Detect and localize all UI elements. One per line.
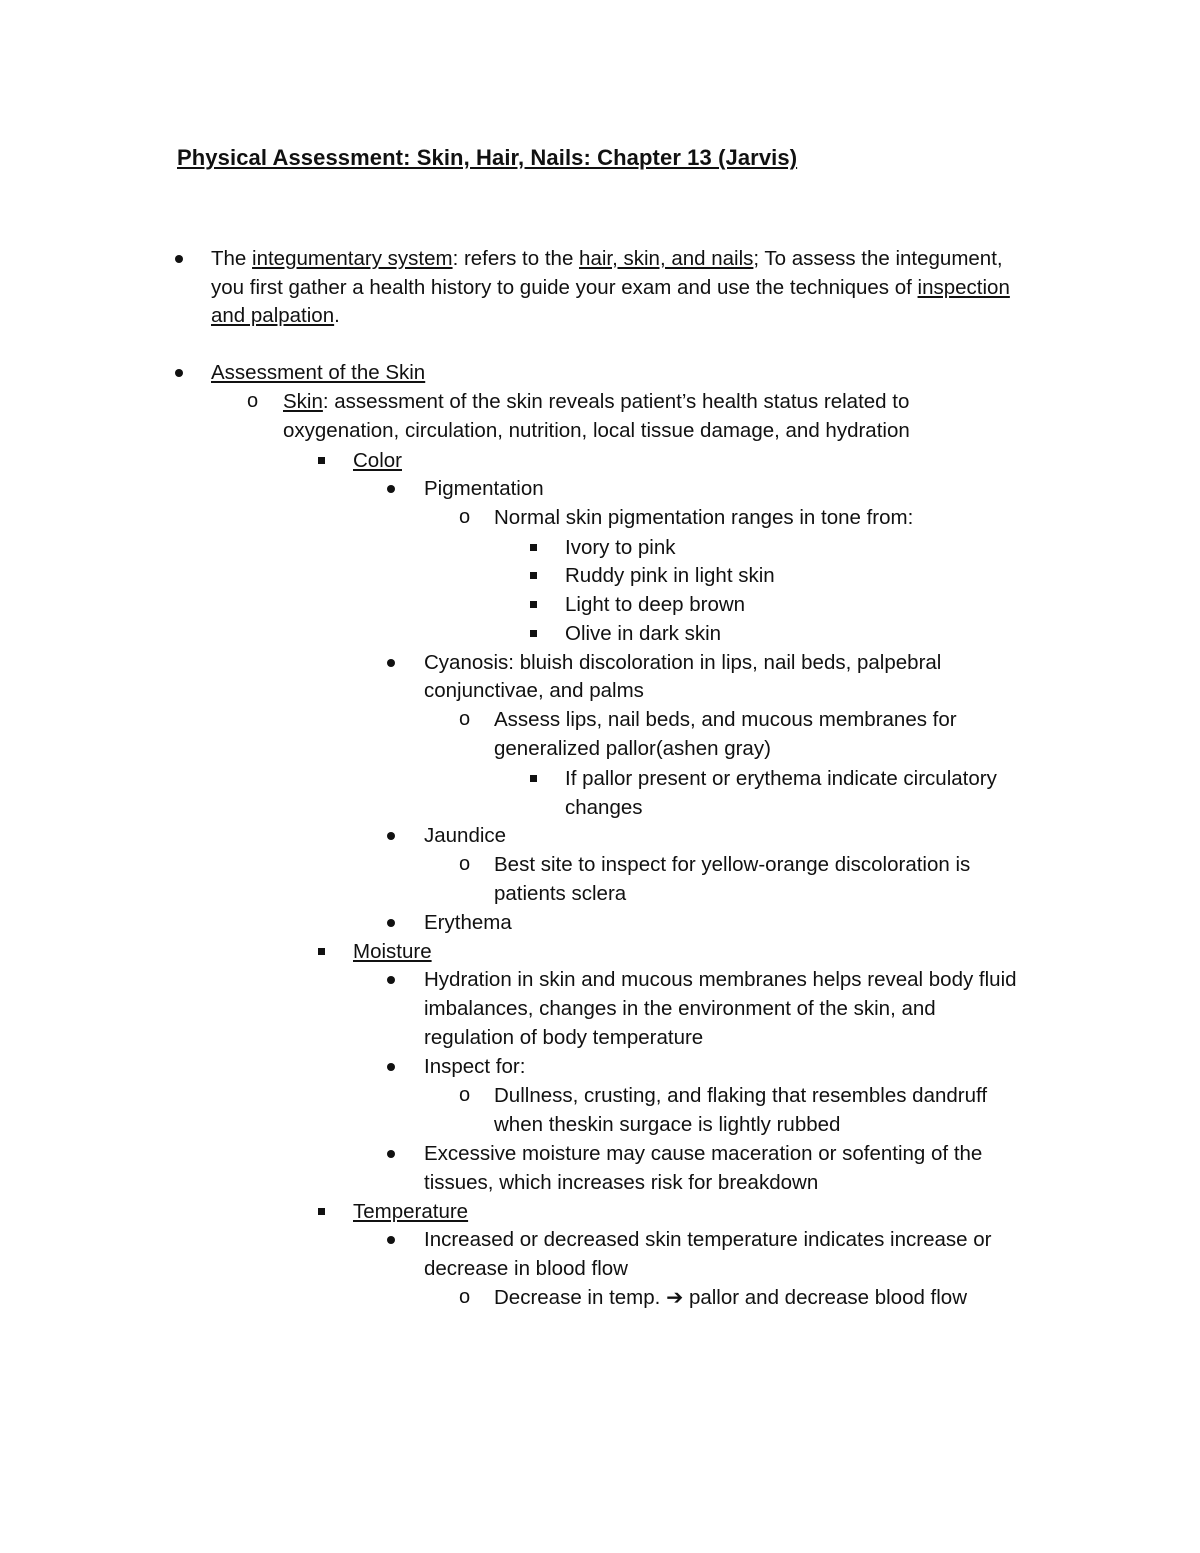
jaundice-site-line-2: patients sclera — [494, 882, 627, 905]
intro-text: you first gather a health history to guide your exam and use the techniques of — [211, 276, 918, 299]
bullet-dot — [387, 1052, 395, 1081]
bullet-square — [318, 937, 325, 966]
bullet-square — [530, 619, 537, 648]
bullet-dot — [175, 358, 183, 387]
tone-item: Olive in dark skin — [565, 622, 722, 645]
bullet-dot — [387, 908, 395, 937]
assess-line-2: generalized pallor(ashen gray) — [494, 737, 771, 760]
erythema-item: Erythema — [424, 911, 512, 934]
integumentary-system-term: integumentary system — [252, 247, 453, 270]
moisture-heading: Moisture — [353, 940, 432, 963]
hydration-line-1: Hydration in skin and mucous membranes helps reveal body fluid — [424, 968, 1017, 991]
pallor-line-1: If pallor present or erythema indicate circulatory — [565, 767, 997, 790]
bullet-circle: o — [459, 708, 471, 730]
assess-line-1: Assess lips, nail beds, and mucous membranes for — [494, 708, 957, 731]
jaundice-item: Jaundice — [424, 824, 507, 847]
bullet-circle: o — [459, 506, 471, 528]
bullet-dot — [387, 965, 395, 994]
intro-text: The — [211, 247, 253, 270]
bullet-dot — [387, 474, 395, 503]
cyanosis-line-2: conjunctivae, and palms — [424, 679, 644, 702]
bullet-circle: o — [459, 853, 471, 875]
tone-item: Ruddy pink in light skin — [565, 564, 775, 587]
temp-change-line-2: decrease in blood flow — [424, 1257, 628, 1280]
tone-item: Light to deep brown — [565, 593, 746, 616]
bullet-dot — [387, 821, 395, 850]
cyanosis-line-1: Cyanosis: bluish discoloration in lips, nail beds, palpebral — [424, 651, 942, 674]
page-title: Physical Assessment: Skin, Hair, Nails: Chapter 13 (Jarvis) — [177, 145, 798, 170]
temp-decrease-line — [494, 1283, 967, 1312]
skin-line-2: oxygenation, circulation, nutrition, local tissue damage, and hydration — [283, 419, 910, 442]
bullet-circle: o — [247, 390, 259, 412]
hydration-line-3: regulation of body temperature — [424, 1026, 704, 1049]
bullet-dot — [387, 1225, 395, 1254]
bullet-square — [530, 764, 537, 793]
jaundice-site-line-1: Best site to inspect for yellow-orange discoloration is — [494, 853, 971, 876]
bullet-square — [318, 1197, 325, 1226]
hair-skin-nails-term: hair, skin, and nails — [579, 247, 754, 270]
intro-text: ; To assess the integument, — [753, 247, 1003, 270]
bullet-square — [530, 533, 537, 562]
dullness-line-1: Dullness, crusting, and flaking that resembles dandruff — [494, 1084, 988, 1107]
pigmentation-item: Pigmentation — [424, 477, 544, 500]
hydration-line-2: imbalances, changes in the environment of the skin, and — [424, 997, 936, 1020]
dullness-line-2: when theskin surgace is lightly rubbed — [494, 1113, 841, 1136]
temp-decrease-text: Decrease in temp. — [494, 1286, 667, 1309]
bullet-dot — [387, 648, 395, 677]
pallor-line-2: changes — [565, 796, 643, 819]
bullet-dot — [387, 1139, 395, 1168]
bullet-dot — [175, 244, 183, 273]
excess-moisture-line-2: tissues, which increases risk for breakdown — [424, 1171, 819, 1194]
intro-text: . — [334, 304, 340, 327]
temp-change-line-1: Increased or decreased skin temperature indicates increase or — [424, 1228, 992, 1251]
bullet-circle: o — [459, 1286, 471, 1308]
temp-decrease-text: pallor and decrease blood flow — [683, 1286, 968, 1309]
temperature-heading: Temperature — [353, 1200, 469, 1223]
normal-range-item: Normal skin pigmentation ranges in tone from: — [494, 506, 914, 529]
excess-moisture-line-1: Excessive moisture may cause maceration or sofenting of the — [424, 1142, 983, 1165]
skin-line-1 — [283, 387, 909, 416]
skin-label: Skin — [283, 390, 323, 413]
inspect-for-item: Inspect for: — [424, 1055, 526, 1078]
arrow-right-icon: ➔ — [666, 1286, 684, 1309]
inspection-term: inspection — [917, 276, 1010, 299]
intro-text: : refers to the — [452, 247, 580, 270]
bullet-square — [318, 446, 325, 475]
bullet-square — [530, 561, 537, 590]
intro-line-1 — [211, 244, 1003, 273]
intro-line-2 — [211, 273, 1010, 302]
color-heading: Color — [353, 449, 402, 472]
skin-text: : assessment of the skin reveals patient’s health status related to — [322, 390, 910, 413]
bullet-square — [530, 590, 537, 619]
palpation-term: and palpation — [211, 304, 335, 327]
intro-line-3 — [211, 301, 340, 330]
tone-item: Ivory to pink — [565, 536, 676, 559]
skin-assessment-heading: Assessment of the Skin — [211, 361, 426, 384]
bullet-circle: o — [459, 1084, 471, 1106]
